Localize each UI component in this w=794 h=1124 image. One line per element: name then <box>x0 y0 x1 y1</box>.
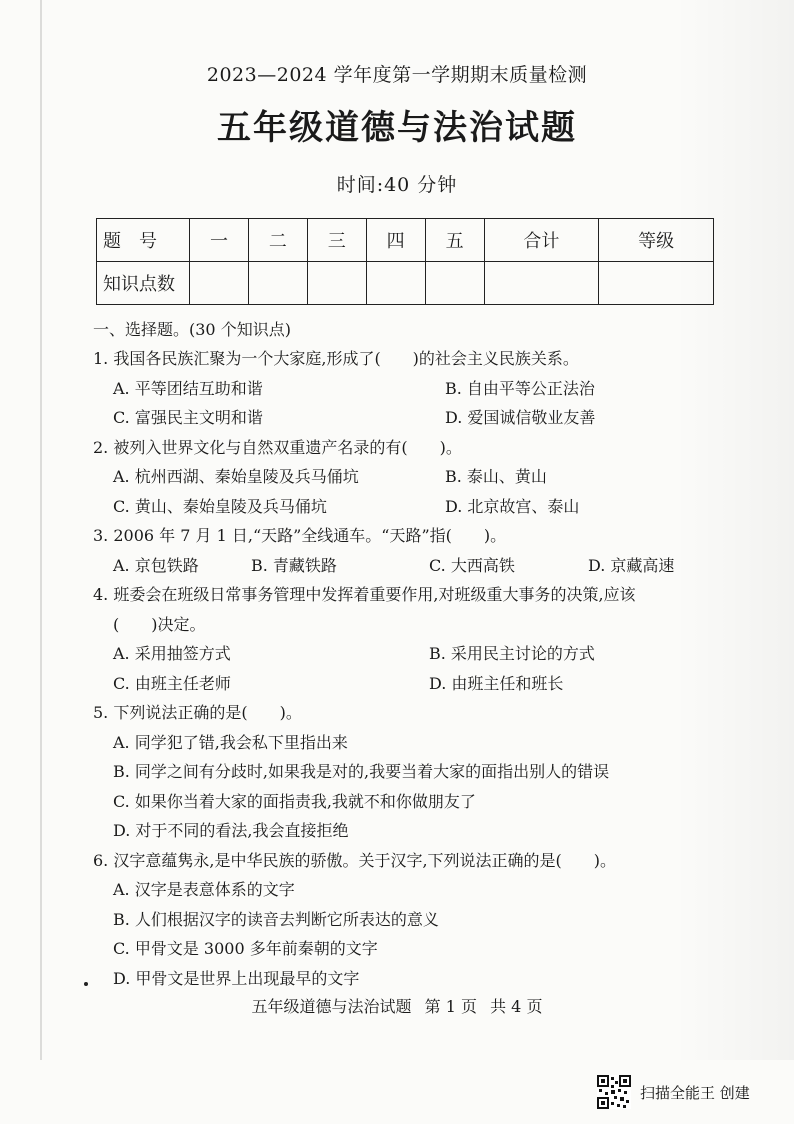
option-3a[interactable]: A. 京包铁路 <box>113 555 199 575</box>
score-table <box>96 218 714 305</box>
exam-time: 时间:40 分钟 <box>336 174 458 196</box>
score-cell-2: 二 <box>248 219 307 262</box>
points-cell-3[interactable] <box>307 262 366 305</box>
points-cell-grade[interactable] <box>599 262 714 305</box>
question-4-stem: 4. 班委会在班级日常事务管理中发挥着重要作用,对班级重大事务的决策,应该 <box>93 585 636 604</box>
score-cell-1: 一 <box>190 219 249 262</box>
score-cell-5: 五 <box>425 219 484 262</box>
option-2c[interactable]: C. 黄山、秦始皇陵及兵马俑坑 <box>113 496 327 516</box>
question-2-options-row-2 <box>93 492 733 522</box>
option-1c[interactable]: C. 富强民主文明和谐 <box>113 408 263 427</box>
question-2-options-row-1 <box>93 462 733 492</box>
option-6c[interactable]: C. 甲骨文是 3000 多年前秦朝的文字 <box>113 939 378 958</box>
footer-exam-name: 五年级道德与法治试题 <box>251 997 412 1016</box>
option-3d[interactable]: D. 京藏高速 <box>588 555 675 575</box>
question-1-options-row-1 <box>93 374 733 404</box>
scanner-watermark: 扫描全能王 创建 <box>640 1084 750 1102</box>
page-footer <box>0 994 794 1017</box>
option-4a[interactable]: A. 采用抽签方式 <box>113 644 231 663</box>
question-6-stem: 6. 汉字意蕴隽永,是中华民族的骄傲。关于汉字,下列说法正确的是( )。 <box>93 850 617 870</box>
question-1-stem: 1. 我国各民族汇聚为一个大家庭,形成了( )的社会主义民族关系。 <box>93 349 579 368</box>
option-2d[interactable]: D. 北京故宫、泰山 <box>445 496 580 516</box>
option-4d[interactable]: D. 由班主任和班长 <box>429 673 564 693</box>
score-table-header-row <box>97 219 714 262</box>
question-3-options-row <box>93 551 733 581</box>
score-cell-label: 题 号 <box>97 219 190 262</box>
option-2b[interactable]: B. 泰山、黄山 <box>445 467 547 486</box>
footer-page-number: 第 1 页 <box>424 997 477 1016</box>
option-4c[interactable]: C. 由班主任老师 <box>113 673 231 693</box>
qr-code-icon[interactable] <box>597 1075 631 1109</box>
points-cell-total[interactable] <box>484 262 599 305</box>
option-1a[interactable]: A. 平等团结互助和谐 <box>113 378 263 398</box>
points-cell-4[interactable] <box>366 262 425 305</box>
points-cell-1[interactable] <box>190 262 249 305</box>
question-4-options-row-2 <box>93 669 733 699</box>
score-cell-total: 合计 <box>484 219 599 262</box>
question-3-stem: 3. 2006 年 7 月 1 日,“天路”全线通车。“天路”指( )。 <box>93 526 507 545</box>
score-cell-grade: 等级 <box>599 219 714 262</box>
option-6a[interactable]: A. 汉字是表意体系的文字 <box>113 880 295 899</box>
option-3b[interactable]: B. 青藏铁路 <box>251 555 337 575</box>
option-5a[interactable]: A. 同学犯了错,我会私下里指出来 <box>113 732 348 752</box>
score-table-points-row <box>97 262 714 305</box>
points-cell-label: 知识点数 <box>97 262 190 305</box>
score-cell-3: 三 <box>307 219 366 262</box>
question-4-options-row-1 <box>93 639 733 669</box>
option-1b[interactable]: B. 自由平等公正法治 <box>445 378 595 398</box>
option-4b[interactable]: B. 采用民主讨论的方式 <box>429 644 595 663</box>
option-1d[interactable]: D. 爱国诚信敬业友善 <box>445 408 596 427</box>
option-2a[interactable]: A. 杭州西湖、秦始皇陵及兵马俑坑 <box>113 467 359 486</box>
option-5c[interactable]: C. 如果你当着大家的面指责我,我就不和你做朋友了 <box>113 791 476 811</box>
question-4-stem-cont: ( )决定。 <box>113 614 206 634</box>
question-5-stem: 5. 下列说法正确的是( )。 <box>93 703 302 722</box>
question-2-stem: 2. 被列入世界文化与自然双重遗产名录的有( )。 <box>93 437 462 457</box>
question-1-options-row-2 <box>93 403 733 433</box>
scan-dot-mark <box>84 982 88 986</box>
points-cell-2[interactable] <box>248 262 307 305</box>
exam-subtitle: 2023—2024 学年度第一学期期末质量检测 <box>206 64 588 86</box>
option-3c[interactable]: C. 大西高铁 <box>429 555 515 575</box>
points-cell-5[interactable] <box>425 262 484 305</box>
score-cell-4: 四 <box>366 219 425 262</box>
question-section <box>93 316 733 993</box>
option-6d[interactable]: D. 甲骨文是世界上出现最早的文字 <box>113 968 360 988</box>
exam-title: 五年级道德与法治试题 <box>217 108 577 148</box>
scan-edge-line <box>40 0 42 1060</box>
footer-total-pages: 共 4 页 <box>490 997 543 1016</box>
option-5b[interactable]: B. 同学之间有分歧时,如果我是对的,我要当着大家的面指出别人的错误 <box>113 762 610 781</box>
option-6b[interactable]: B. 人们根据汉字的读音去判断它所表达的意义 <box>113 909 439 929</box>
option-5d[interactable]: D. 对于不同的看法,我会直接拒绝 <box>113 821 349 840</box>
section-title: 一、选择题。(30 个知识点) <box>93 320 291 339</box>
